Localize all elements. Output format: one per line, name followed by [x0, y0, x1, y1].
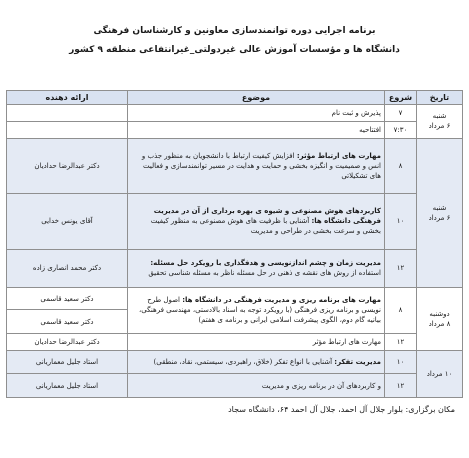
presenter-cell: دکتر عبدالرضا حدادیان	[7, 333, 128, 350]
start-cell: ۸	[385, 138, 417, 193]
table-header-row	[7, 91, 463, 105]
topic-cell	[128, 350, 385, 374]
topic-text: استفاده از روش های نقشه ی ذهنی در حل مسئله ناظر به مسئله شناسی تحقیق	[148, 269, 381, 278]
header-date: تاریخ	[417, 91, 463, 105]
presenter-cell	[7, 121, 128, 138]
table-row	[7, 193, 463, 249]
table-row	[7, 138, 463, 193]
topic-text: اصول طرح نویسی و برنامه ریزی فرهنگی (با رویکرد توجه به اسناد بالادستی، مهندسی فرهنگی، بیانیه گام دوم، الگوی پیشرفت اسلامی ایرانی و برنامه ی هفتم)	[138, 296, 381, 325]
date-cell	[417, 138, 463, 287]
date-date: ۶ مرداد	[428, 213, 451, 222]
topic-heading: مهارت های برنامه ریزی و مدیریت فرهنگی در دانشگاه ها:	[182, 296, 381, 305]
date-date: ۸ مرداد	[428, 319, 451, 328]
header-presenter: ارائه دهنده	[7, 91, 128, 105]
presenter-cell: آقای یونس خدایی	[7, 193, 128, 249]
start-cell: ۱۰	[385, 193, 417, 249]
start-cell: ۱۲	[385, 249, 417, 287]
table-row	[7, 333, 463, 350]
table-row	[7, 374, 463, 398]
presenter-cell: دکتر سعید قاسمی	[7, 310, 128, 334]
topic-cell	[128, 287, 385, 333]
header-start: شروع	[385, 91, 417, 105]
table-row	[7, 121, 463, 138]
topic-text: افزایش کیفیت ارتباط با دانشجویان به منظور جذب و انس و صمیمیت و انگیزه بخشی و حمایت و هدایت در مسیر توانمندسازی و فعالیت های تشکیلاتی	[141, 151, 381, 180]
title-line-2: دانشگاه ها و مؤسسات آموزش عالی غیردولتی_غیرانتفاعی منطقه ۹ کشور	[69, 45, 400, 55]
topic-text: آشنایی با انواع تفکر (خلاق، راهبردی، سیستمی، نقاد، منطقی)	[153, 358, 333, 367]
table-row	[7, 350, 463, 374]
venue-text: مکان برگزاری: بلوار جلال آل احمد، جلال آل احمد ۶۴، دانشگاه سجاد	[228, 405, 455, 414]
topic-cell: افتتاحیه	[128, 121, 385, 138]
schedule-table	[6, 90, 463, 398]
table-row	[7, 287, 463, 309]
table-row	[7, 249, 463, 287]
presenter-cell: استاد جلیل معماریانی	[7, 350, 128, 374]
topic-cell	[128, 193, 385, 249]
topic-heading: کاربردهای هوش مصنوعی و شیوه ی بهره برداری از آن در مدیریت فرهنگی دانشگاه ها:	[153, 207, 381, 226]
presenter-cell	[7, 105, 128, 122]
date-date: ۶ مرداد	[428, 122, 451, 131]
topic-cell	[128, 138, 385, 193]
date-day: دوشنبه	[429, 309, 450, 318]
start-cell: ۱۲	[385, 333, 417, 350]
topic-heading: مدیریت زمان و چشم اندازنویسی و هدفگذاری با رویکرد حل مسئله:	[150, 259, 381, 268]
topic-cell: پذیرش و ثبت نام	[128, 105, 385, 122]
start-cell: ۱۲	[385, 374, 417, 398]
document-title	[0, 22, 469, 60]
presenter-cell: دکتر سعید قاسمی	[7, 287, 128, 309]
table-row	[7, 105, 463, 122]
topic-cell	[128, 249, 385, 287]
title-line-1: برنامه اجرایی دوره توانمندسازی معاونین و کارشناسان فرهنگی	[93, 26, 376, 36]
start-cell: ۷:۳۰	[385, 121, 417, 138]
topic-cell: مهارت های ارتباط مؤثر	[128, 333, 385, 350]
presenter-cell: استاد جلیل معماریانی	[7, 374, 128, 398]
topic-cell: و کاربردهای آن در برنامه ریزی و مدیریت	[128, 374, 385, 398]
presenter-cell: دکتر عبدالرضا حدادیان	[7, 138, 128, 193]
date-cell	[417, 287, 463, 350]
presenter-cell: دکتر محمد انصاری زاده	[7, 249, 128, 287]
topic-heading: مهارت های ارتباط مؤثر:	[296, 151, 381, 160]
start-cell: ۱۰	[385, 350, 417, 374]
start-cell: ۷	[385, 105, 417, 122]
start-cell: ۸	[385, 287, 417, 333]
date-cell: ۱۰ مرداد	[417, 350, 463, 397]
topic-text: آشنایی با ظرفیت های هوش مصنوعی به منظور کیفیت بخشی و سرعت بخشی در طراحی و مدیریت	[150, 217, 381, 236]
topic-heading: مدیریت تفکر:	[334, 358, 381, 367]
date-day: شنبه	[432, 112, 447, 121]
date-cell	[417, 105, 463, 139]
header-topic: موضوع	[128, 91, 385, 105]
date-day: شنبه	[432, 203, 447, 212]
